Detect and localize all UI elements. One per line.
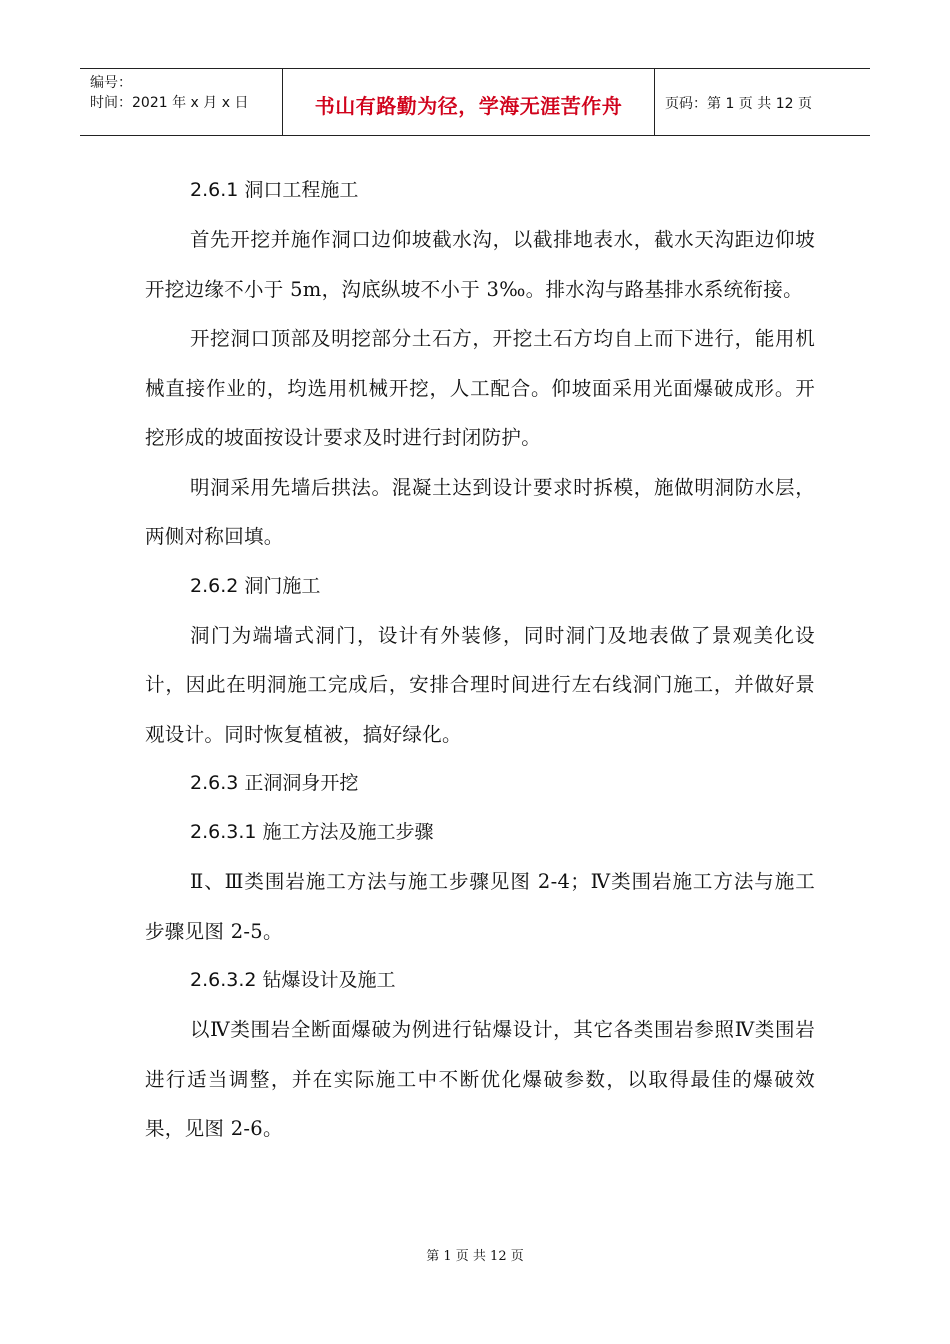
page-footer: 第 1 页 共 12 页 xyxy=(426,1249,524,1264)
subsection-heading: 2.6.3.2 钻爆设计及施工 xyxy=(190,969,396,991)
document-number-label: 编号： xyxy=(90,75,132,91)
header-meta xyxy=(80,69,283,135)
paragraph: 首先开挖并施作洞口边仰坡截水沟，以截排地表水，截水天沟距边仰坡开挖边缘不小于 5m，沟底纵坡不小于 3‰。排水沟与路基排水系统衔接。 xyxy=(145,228,815,301)
paragraph: 明洞采用先墙后拱法。混凝土达到设计要求时拆模，施做明洞防水层，两侧对称回填。 xyxy=(145,475,815,548)
header-page-info: 页码：第 1 页 共 12 页 xyxy=(665,96,812,112)
paragraph: 以Ⅳ类围岩全断面爆破为例进行钻爆设计，其它各类围岩参照Ⅳ类围岩进行适当调整，并在实际施工中不断优化爆破参数，以取得最佳的爆破效果，见图 2-6。 xyxy=(145,1018,815,1140)
section-heading: 2.6.3 正洞洞身开挖 xyxy=(190,772,359,794)
section-heading: 2.6.1 洞口工程施工 xyxy=(190,179,359,201)
section-heading: 2.6.2 洞门施工 xyxy=(190,574,321,597)
subsection-heading: 2.6.3.1 施工方法及施工步骤 xyxy=(190,821,434,843)
paragraph: 开挖洞口顶部及明挖部分土石方，开挖土石方均自上而下进行，能用机械直接作业的，均选用机械开挖，人工配合。仰坡面采用光面爆破成形。开挖形成的坡面按设计要求及时进行封闭防护。 xyxy=(145,327,815,449)
document-body xyxy=(145,166,815,1154)
paragraph: 洞门为端墙式洞门，设计有外装修，同时洞门及地表做了景观美化设计，因此在明洞施工完成后，安排合理时间进行左右线洞门施工，并做好景观设计。同时恢复植被，搞好绿化。 xyxy=(145,623,815,746)
document-time: 时间：2021 年 x 月 x 日 xyxy=(90,95,249,111)
page-header xyxy=(80,68,870,136)
header-motto: 书山有路勤为径，学海无涯苦作舟 xyxy=(283,69,655,135)
paragraph: Ⅱ、Ⅲ类围岩施工方法与施工步骤见图 2-4；Ⅳ类围岩施工方法与施工步骤见图 2-5。 xyxy=(145,870,815,943)
